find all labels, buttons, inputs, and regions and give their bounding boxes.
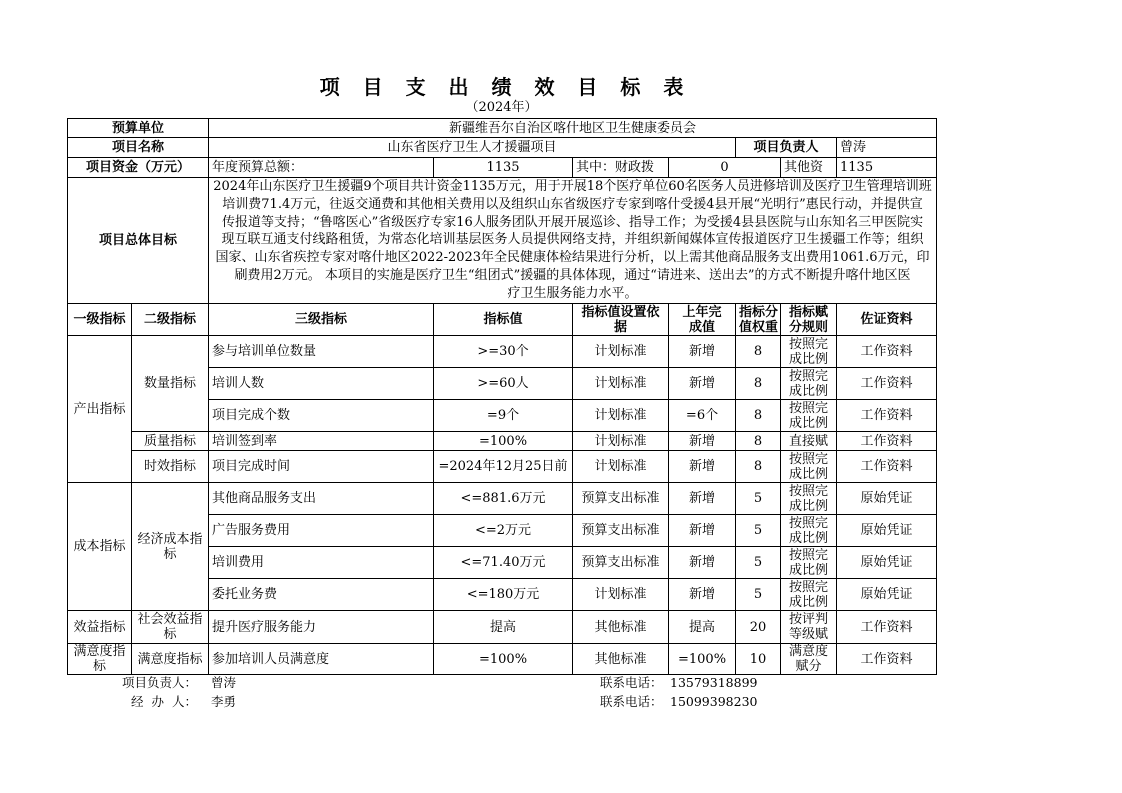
header-weight: [736, 304, 781, 336]
scoring-rule-text: 按照完成比例: [789, 368, 829, 399]
evidence: 原始凭证: [837, 515, 937, 547]
header-last-year: [669, 304, 736, 336]
level2-quality: 质量指标: [132, 432, 209, 451]
project-leader-value: 曾涛: [837, 138, 937, 158]
level3-indicator: 参加培训人员满意度: [209, 644, 434, 675]
header-weight-text: 指标分值权重: [739, 304, 779, 335]
evidence: 工作资料: [837, 451, 937, 483]
scoring-rule: [781, 451, 837, 483]
evidence: 工作资料: [837, 432, 937, 451]
weight: 5: [736, 579, 781, 611]
evidence: 工作资料: [837, 644, 937, 675]
setting-basis: 计划标准: [573, 579, 669, 611]
last-year-value: 新增: [669, 368, 736, 400]
weight: 5: [736, 547, 781, 579]
scoring-rule: [781, 483, 837, 515]
last-year-value: 新增: [669, 547, 736, 579]
level2-social-benefit-text: 社会效益指标: [137, 612, 203, 642]
scoring-rule: [781, 611, 837, 644]
scoring-rule: [781, 336, 837, 368]
footer-leader-name: 曾涛: [211, 675, 237, 690]
level3-indicator: 广告服务费用: [209, 515, 434, 547]
level3-indicator: 参与培训单位数量: [209, 336, 434, 368]
setting-basis: 计划标准: [573, 400, 669, 432]
level2-economic-cost-text: 经济成本指标: [137, 531, 203, 562]
footer-phone-2: 15099398230: [670, 694, 758, 709]
level3-indicator: 项目完成时间: [209, 451, 434, 483]
header-basis: [573, 304, 669, 336]
annual-budget-label: 年度预算总额：: [209, 158, 434, 178]
weight: 8: [736, 432, 781, 451]
level1-cost: 成本指标: [68, 483, 132, 611]
project-goal-row: [68, 178, 937, 304]
budget-unit-value: 新疆维吾尔自治区喀什地区卫生健康委员会: [209, 119, 937, 138]
level3-indicator: 委托业务费: [209, 579, 434, 611]
fiscal-funds-label: 其中：财政拨: [573, 158, 669, 178]
header-evidence: 佐证资料: [837, 304, 937, 336]
project-goal-text: [209, 178, 937, 304]
goal-line: 疗卫生服务能力水平。: [507, 285, 638, 301]
weight: 8: [736, 400, 781, 432]
target-value: >=60人: [434, 368, 573, 400]
scoring-rule-text: 按照完成比例: [789, 515, 829, 546]
last-year-value: 新增: [669, 515, 736, 547]
level1-benefit: 效益指标: [68, 611, 132, 644]
weight: 8: [736, 336, 781, 368]
goal-line: 国家、山东省疾控专家对喀什地区2022-2023年全民健康体检结果进行分析，以上需其他商品服务支出费用1061.6万元，印: [215, 250, 930, 266]
scoring-rule-text: 按照完成比例: [789, 483, 829, 514]
project-funds-label: 项目资金（万元）: [68, 158, 209, 178]
evidence: 原始凭证: [837, 483, 937, 515]
header-level1: 一级指标: [68, 304, 132, 336]
scoring-rule-text: 按照完成比例: [789, 400, 829, 431]
header-rule: [781, 304, 837, 336]
indicator-row: [68, 336, 937, 368]
level3-indicator: 项目完成个数: [209, 400, 434, 432]
setting-basis: 预算支出标准: [573, 483, 669, 515]
header-last-year-text: 上年完成值: [682, 304, 722, 335]
scoring-rule-text: 按照完成比例: [789, 547, 829, 578]
level2-economic-cost: [132, 483, 209, 611]
weight: 5: [736, 483, 781, 515]
footer-handler-name: 李勇: [211, 694, 237, 709]
indicator-row: [68, 644, 937, 675]
scoring-rule: [781, 547, 837, 579]
scoring-rule-text: 按照完成比例: [789, 579, 829, 610]
evidence: 工作资料: [837, 400, 937, 432]
header-level2: 二级指标: [132, 304, 209, 336]
scoring-rule-text: 按评判等级赋: [789, 612, 829, 642]
scoring-rule: [781, 515, 837, 547]
evidence: 工作资料: [837, 611, 937, 644]
project-name-label: 项目名称: [68, 138, 209, 158]
last-year-value: =6个: [669, 400, 736, 432]
budget-unit-row: [68, 119, 937, 138]
level3-indicator: 提升医疗服务能力: [209, 611, 434, 644]
scoring-rule-text: 直接赋: [789, 433, 829, 449]
setting-basis: 计划标准: [573, 451, 669, 483]
indicator-header-row: [68, 304, 937, 336]
budget-unit-label: 预算单位: [68, 119, 209, 138]
indicator-row: [68, 451, 937, 483]
target-value: <=71.40万元: [434, 547, 573, 579]
scoring-rule: [781, 368, 837, 400]
project-name-row: [68, 138, 937, 158]
evidence: 工作资料: [837, 336, 937, 368]
setting-basis: 计划标准: [573, 336, 669, 368]
last-year-value: 新增: [669, 432, 736, 451]
level3-indicator: 培训费用: [209, 547, 434, 579]
footer-phone-label-2: 联系电话：: [600, 694, 663, 709]
level1-output: 产出指标: [68, 336, 132, 483]
project-goal-label: 项目总体目标: [68, 178, 209, 304]
last-year-value: 新增: [669, 579, 736, 611]
last-year-value: =100%: [669, 644, 736, 675]
project-leader-label: 项目负责人: [736, 138, 837, 158]
scoring-rule: [781, 579, 837, 611]
goal-line: 传报道等支持；“鲁喀医心”省级医疗专家16人服务团队开展开展巡诊、指导工作；为受援4县县医院与山东知名三甲医院实: [221, 214, 924, 230]
target-value: =100%: [434, 432, 573, 451]
setting-basis: 计划标准: [573, 432, 669, 451]
annual-budget-value: 1135: [434, 158, 573, 178]
last-year-value: 新增: [669, 483, 736, 515]
year-subtitle: （2024年）: [465, 100, 538, 115]
page-title: 项 目 支 出 绩 效 目 标 表: [319, 75, 692, 99]
footer-phone-1: 13579318899: [670, 675, 758, 690]
level2-social-benefit: [132, 611, 209, 644]
target-value: >=30个: [434, 336, 573, 368]
other-funds-label: 其他资: [781, 158, 837, 178]
footer-phone-label-1: 联系电话：: [600, 675, 663, 690]
setting-basis: 预算支出标准: [573, 547, 669, 579]
weight: 20: [736, 611, 781, 644]
target-value: <=881.6万元: [434, 483, 573, 515]
target-value: =100%: [434, 644, 573, 675]
scoring-rule: [781, 400, 837, 432]
setting-basis: 其他标准: [573, 644, 669, 675]
indicator-row: [68, 432, 937, 451]
weight: 5: [736, 515, 781, 547]
project-funds-row: [68, 158, 937, 178]
level2-quantity: 数量指标: [132, 336, 209, 432]
target-value: =9个: [434, 400, 573, 432]
other-funds-value: 1135: [837, 158, 937, 178]
scoring-rule: [781, 644, 837, 675]
footer-leader-label: 项目负责人：: [121, 675, 197, 690]
target-value: =2024年12月25日前: [434, 451, 573, 483]
level1-satisfaction-text: 满意度指标: [73, 644, 126, 674]
level2-timeliness: 时效指标: [132, 451, 209, 483]
header-rule-text: 指标赋分规则: [789, 304, 829, 335]
scoring-rule-text: 满意度赋分: [789, 644, 829, 674]
scoring-rule: [781, 432, 837, 451]
level2-satisfaction: 满意度指标: [132, 644, 209, 675]
last-year-value: 提高: [669, 611, 736, 644]
last-year-value: 新增: [669, 451, 736, 483]
goal-line: 刷费用2万元。 本项目的实施是医疗卫生“组团式”援疆的具体体现，通过“请进来、送出去”的方式不断提升喀什地区医: [234, 267, 911, 283]
header-value: 指标值: [434, 304, 573, 336]
weight: 8: [736, 451, 781, 483]
header-basis-text: 指标值设置依据: [581, 304, 660, 335]
level3-indicator: 培训签到率: [209, 432, 434, 451]
setting-basis: 其他标准: [573, 611, 669, 644]
target-value: <=2万元: [434, 515, 573, 547]
goal-line: 2024年山东医疗卫生援疆9个项目共计资金1135万元，用于开展18个医疗单位60名医务人员进修培训及医疗卫生管理培训班: [213, 179, 932, 194]
level3-indicator: 培训人数: [209, 368, 434, 400]
scoring-rule-text: 按照完成比例: [789, 336, 829, 367]
goal-line: 培训费71.4万元，往返交通费和其他相关费用以及组织山东省级医疗专家到喀什受援4县开展“光明行”惠民行动，并提供宣: [222, 196, 923, 212]
last-year-value: 新增: [669, 336, 736, 368]
scoring-rule-text: 按照完成比例: [789, 451, 829, 482]
level3-indicator: 其他商品服务支出: [209, 483, 434, 515]
setting-basis: 计划标准: [573, 368, 669, 400]
header-level3: 三级指标: [209, 304, 434, 336]
evidence: 工作资料: [837, 368, 937, 400]
performance-target-table: [67, 118, 937, 675]
indicator-row: [68, 611, 937, 644]
target-value: 提高: [434, 611, 573, 644]
footer-handler-label: 经 办 人：: [131, 694, 197, 709]
goal-line: 现互联互通支付线路租赁，为常态化培训基层医务人员提供网络支持，并组织新闻媒体宣传报道医疗卫生援疆工作等；组织: [221, 232, 924, 248]
level1-satisfaction: [68, 644, 132, 675]
fiscal-funds-value: 0: [669, 158, 781, 178]
evidence: 原始凭证: [837, 547, 937, 579]
setting-basis: 预算支出标准: [573, 515, 669, 547]
weight: 8: [736, 368, 781, 400]
evidence: 原始凭证: [837, 579, 937, 611]
target-value: <=180万元: [434, 579, 573, 611]
project-name-value: 山东省医疗卫生人才援疆项目: [209, 138, 736, 158]
indicator-row: [68, 483, 937, 515]
weight: 10: [736, 644, 781, 675]
